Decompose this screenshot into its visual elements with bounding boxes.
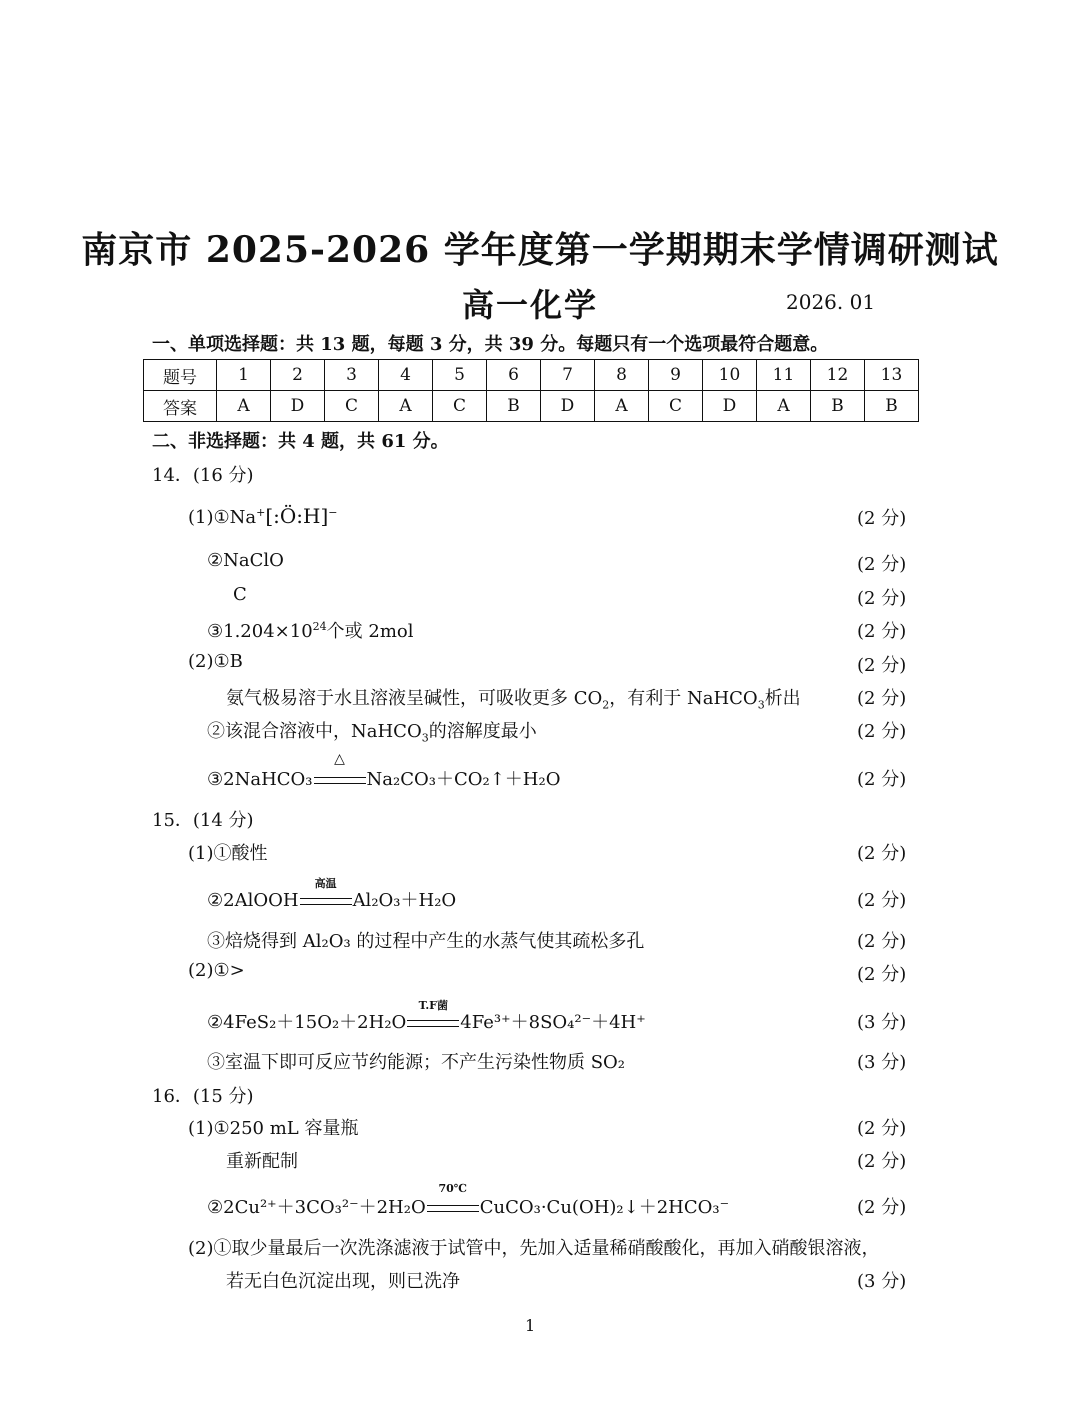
answer-cell: A <box>595 391 649 422</box>
q-number: 12 <box>811 360 865 391</box>
q14-line1-bracket: [:Ö:H] <box>265 504 329 528</box>
answer-cell: A <box>217 391 271 422</box>
q15-line2-right: Al₂O₃＋H₂O <box>352 890 457 911</box>
q14-points-5: (2 分) <box>857 655 907 676</box>
q14-line7-post: 的溶解度最小 <box>428 721 537 742</box>
q16-line3 <box>207 1182 730 1219</box>
q15-line5-right: 4Fe³⁺＋8SO₄²⁻＋4H⁺ <box>460 1012 646 1033</box>
q-number: 8 <box>595 360 649 391</box>
answer-cell: B <box>811 391 865 422</box>
q14-line8-left: ③2NaHCO₃ <box>207 769 313 790</box>
q16-line4: (2)①取少量最后一次洗涤滤液于试管中，先加入适量稀硝酸酸化，再加入硝酸银溶液， <box>188 1238 880 1259</box>
reaction-condition: T.F菌 <box>418 999 448 1012</box>
q15-line4: (2)①> <box>188 960 245 981</box>
q15-line2-left: ②2AlOOH <box>207 890 299 911</box>
q15-line5 <box>207 999 646 1034</box>
answer-row <box>144 391 919 422</box>
q-number: 3 <box>325 360 379 391</box>
q15-points-1: (2 分) <box>857 843 907 864</box>
reaction-arrow <box>427 1182 479 1218</box>
q14-points-8: (2 分) <box>857 769 907 790</box>
q-number: 7 <box>541 360 595 391</box>
q15-line5-left: ②4FeS₂＋15O₂＋2H₂O <box>207 1012 407 1033</box>
answer-cell: B <box>487 391 541 422</box>
reaction-arrow <box>314 751 366 790</box>
question-number-row <box>144 360 919 391</box>
q14-line7-sub: 3 <box>421 731 429 745</box>
answer-cell: D <box>541 391 595 422</box>
q14-line6-post: 析出 <box>764 688 801 709</box>
q14-line7 <box>207 717 537 745</box>
q15-points-6: (3 分) <box>857 1052 907 1073</box>
q16-line3-left: ②2Cu²⁺＋3CO₃²⁻＋2H₂O <box>207 1197 426 1218</box>
row-label-answer: 答案 <box>144 391 217 422</box>
q14-line3: C <box>233 584 247 605</box>
q14-line6 <box>226 684 801 712</box>
q16-points-4: (3 分) <box>857 1271 907 1292</box>
q14-line4-pre: ③1.204×10 <box>207 621 313 642</box>
q15-heading: 15．(14 分) <box>152 810 254 831</box>
q-number: 4 <box>379 360 433 391</box>
reaction-condition: 70℃ <box>438 1182 467 1195</box>
subject-title: 高一化学 <box>462 286 599 324</box>
q14-points-1: (2 分) <box>857 508 907 529</box>
q14-points-2: (2 分) <box>857 554 907 575</box>
q15-line6: ③室温下即可反应节约能源；不产生污染性物质 SO₂ <box>207 1052 626 1073</box>
q15-points-2: (2 分) <box>857 890 907 911</box>
q14-line2: ②NaClO <box>207 550 284 571</box>
q-number: 6 <box>487 360 541 391</box>
q-number: 1 <box>217 360 271 391</box>
q15-line1: (1)①酸性 <box>188 843 268 864</box>
q15-points-5: (3 分) <box>857 1012 907 1033</box>
answer-cell: C <box>433 391 487 422</box>
reaction-arrow <box>407 999 459 1033</box>
q-number: 2 <box>271 360 325 391</box>
q15-points-3: (2 分) <box>857 931 907 952</box>
q14-line1-sup: + <box>256 506 266 519</box>
q-number: 11 <box>757 360 811 391</box>
answer-cell: A <box>757 391 811 422</box>
q-number: 10 <box>703 360 757 391</box>
q16-heading: 16．(15 分) <box>152 1086 254 1107</box>
q14-line1-charge: − <box>328 506 338 519</box>
q16-points-2: (2 分) <box>857 1151 907 1172</box>
answer-cell: B <box>865 391 919 422</box>
q14-line7-pre: ②该混合溶液中，NaHCO <box>207 721 422 742</box>
q16-line5: 若无白色沉淀出现，则已洗净 <box>226 1271 460 1292</box>
q14-line6-sub2: 3 <box>757 698 765 712</box>
q14-points-7: (2 分) <box>857 721 907 742</box>
answer-cell: A <box>379 391 433 422</box>
reaction-condition: 高温 <box>314 877 337 890</box>
answer-cell: D <box>703 391 757 422</box>
reaction-condition: △ <box>334 751 345 767</box>
q-number: 5 <box>433 360 487 391</box>
reaction-arrow <box>300 877 352 911</box>
q14-line1-prefix: (1)①Na <box>188 507 257 528</box>
q14-line4-post: 个或 2mol <box>326 621 414 642</box>
q15-points-4: (2 分) <box>857 964 907 985</box>
section2-heading: 二、非选择题：共 4 题，共 61 分。 <box>152 431 449 452</box>
q14-points-4: (2 分) <box>857 621 907 642</box>
q14-heading: 14．(16 分) <box>152 465 254 486</box>
answer-cell: D <box>271 391 325 422</box>
q14-line6-mid: ，有利于 NaHCO <box>609 688 758 709</box>
q15-line3: ③焙烧得到 Al₂O₃ 的过程中产生的水蒸气使其疏松多孔 <box>207 931 645 952</box>
q16-points-3: (2 分) <box>857 1197 907 1218</box>
row-label-question: 题号 <box>144 360 217 391</box>
q16-line1: (1)①250 mL 容量瓶 <box>188 1118 359 1139</box>
exam-date: 2026. 01 <box>786 290 876 314</box>
page-title: 南京市 2025-2026 学年度第一学期期末学情调研测试 <box>81 229 999 271</box>
q16-line3-right: CuCO₃·Cu(OH)₂↓＋2HCO₃⁻ <box>479 1197 730 1218</box>
q14-line6-sub: 2 <box>602 698 610 712</box>
q14-line4-sup: 24 <box>312 620 327 633</box>
q14-line5: (2)①B <box>188 651 243 672</box>
answer-cell: C <box>649 391 703 422</box>
q14-line6-pre: 氨气极易溶于水且溶液呈碱性，可吸收更多 CO <box>226 688 603 709</box>
q15-line2 <box>207 877 457 912</box>
q-number: 13 <box>865 360 919 391</box>
answer-cell: C <box>325 391 379 422</box>
q14-points-3: (2 分) <box>857 588 907 609</box>
q14-line1 <box>188 504 337 528</box>
q14-points-6: (2 分) <box>857 688 907 709</box>
q14-line8 <box>207 751 561 791</box>
answer-table <box>143 359 919 422</box>
q14-line4 <box>207 617 414 643</box>
q16-line2: 重新配制 <box>226 1151 298 1172</box>
q14-line8-right: Na₂CO₃＋CO₂↑＋H₂O <box>366 769 561 790</box>
section1-heading: 一、单项选择题：共 13 题，每题 3 分，共 39 分。每题只有一个选项最符合题意。 <box>152 334 829 355</box>
page-number: 1 <box>525 1316 536 1335</box>
q-number: 9 <box>649 360 703 391</box>
q16-points-1: (2 分) <box>857 1118 907 1139</box>
